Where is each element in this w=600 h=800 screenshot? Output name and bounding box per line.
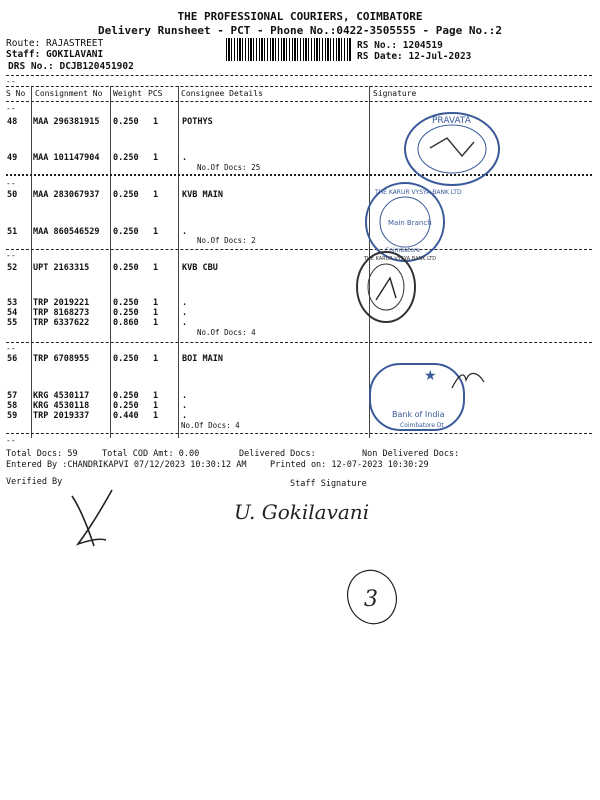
page-mark: 3	[364, 587, 378, 612]
row-pcs: 1	[153, 190, 159, 200]
row-weight: 0.250	[113, 401, 139, 411]
row-consignment: TRP 2019337	[33, 411, 90, 421]
star-icon: ★	[424, 368, 437, 384]
kvb-cbu-stamp	[354, 248, 437, 326]
staff-handwritten-signature	[228, 493, 398, 529]
divider-marker: --	[6, 77, 16, 86]
row-pcs: 1	[153, 411, 159, 421]
boi-stamp-name: Bank of India	[392, 410, 445, 419]
divider	[6, 86, 592, 87]
verifier-signature	[60, 488, 150, 558]
divider	[6, 174, 592, 176]
page-circle-mark	[345, 566, 401, 626]
row-weight: 0.250	[113, 354, 139, 364]
row-sno: 52	[7, 263, 18, 273]
kvb-main-branch-text: Main Branch	[388, 219, 432, 227]
row-weight: 0.250	[113, 190, 139, 200]
column-line	[110, 86, 111, 438]
row-consignee: KVB MAIN	[182, 190, 223, 200]
delivered-docs: Delivered Docs:	[239, 449, 316, 459]
divider	[6, 249, 592, 250]
row-consignee: .	[182, 153, 188, 163]
row-sno: 48	[7, 117, 18, 127]
row-consignee: KVB CBU	[182, 263, 218, 273]
row-sno: 57	[7, 391, 18, 401]
row-consignment: MAA 101147904	[33, 153, 100, 163]
row-weight: 0.250	[113, 153, 139, 163]
divider-marker: --	[6, 179, 16, 188]
row-sno: 51	[7, 227, 18, 237]
row-weight: 0.440	[113, 411, 139, 421]
docs-count: No.Of Docs: 4	[181, 421, 240, 430]
column-line	[31, 86, 32, 438]
row-sno: 59	[7, 411, 18, 421]
row-consignee: .	[182, 391, 188, 401]
non-delivered-docs: Non Delivered Docs:	[362, 449, 460, 459]
row-pcs: 1	[153, 263, 159, 273]
row-consignment: TRP 6337622	[33, 318, 90, 328]
col-consignment: Consignment No	[35, 89, 103, 98]
docs-count: No.Of Docs: 2	[197, 236, 256, 245]
entered-by: Entered By :CHANDRIKAPVI 07/12/2023 10:30:12 AM	[6, 460, 247, 470]
printed-on: Printed on: 12-07-2023 10:30:29	[270, 460, 429, 470]
row-consignment: MAA 296381915	[33, 117, 100, 127]
row-consignee: .	[182, 298, 188, 308]
company-title: THE PROFESSIONAL COURIERS, COIMBATORE	[177, 10, 423, 23]
row-pcs: 1	[153, 153, 159, 163]
col-pcs: PCS	[148, 89, 163, 98]
route-label: Route: RAJASTREET	[6, 38, 104, 49]
row-consignee: BOI MAIN	[182, 354, 223, 364]
row-sno: 49	[7, 153, 18, 163]
row-sno: 53	[7, 298, 18, 308]
row-weight: 0.250	[113, 391, 139, 401]
row-consignment: TRP 2019221	[33, 298, 90, 308]
row-consignee: POTHYS	[182, 117, 213, 127]
total-docs: Total Docs: 59	[6, 449, 78, 459]
row-weight: 0.250	[113, 298, 139, 308]
col-signature: Signature	[373, 89, 417, 98]
boi-stamp-city: Coimbatore Dt	[400, 422, 444, 429]
row-sno: 56	[7, 354, 18, 364]
kvb-cbu-stamp-text: THE KARUR VYSYA BANK LTD	[364, 256, 437, 262]
row-pcs: 1	[153, 401, 159, 411]
row-consignment: MAA 860546529	[33, 227, 100, 237]
staff-signature-name: U. Gokilavani	[234, 500, 370, 524]
runsheet-title: Delivery Runsheet - PCT - Phone No.:0422-3505555 - Page No.:2	[98, 24, 502, 37]
divider	[6, 433, 592, 434]
rs-number: RS No.: 1204519	[357, 40, 443, 51]
staff-label: Staff: GOKILAVANI	[6, 49, 104, 60]
row-sno: 54	[7, 308, 18, 318]
row-weight: 0.860	[113, 318, 139, 328]
docs-count: No.Of Docs: 4	[197, 328, 256, 337]
verified-by-label: Verified By	[6, 477, 63, 487]
row-consignee: .	[182, 411, 188, 421]
row-consignment: KRG 4530118	[33, 401, 90, 411]
row-pcs: 1	[153, 117, 159, 127]
boi-stamp	[366, 360, 494, 436]
staff-signature-label: Staff Signature	[290, 479, 367, 489]
row-consignee: .	[182, 318, 188, 328]
row-weight: 0.250	[113, 117, 139, 127]
barcode	[226, 38, 352, 61]
row-consignment: KRG 4530117	[33, 391, 90, 401]
column-line	[178, 86, 179, 438]
docs-count: No.Of Docs: 25	[197, 163, 261, 172]
divider	[6, 101, 592, 102]
row-pcs: 1	[153, 318, 159, 328]
divider	[6, 75, 592, 76]
drs-number: DRS No.: DCJB120451902	[8, 61, 134, 72]
pravata-stamp-text: PRAVATA	[432, 116, 471, 126]
col-weight: Weight	[113, 89, 142, 98]
row-consignment: UPT 2163315	[33, 263, 90, 273]
row-pcs: 1	[153, 308, 159, 318]
rs-date: RS Date: 12-Jul-2023	[357, 51, 472, 62]
divider-marker: --	[6, 436, 16, 445]
row-pcs: 1	[153, 354, 159, 364]
row-consignment: TRP 8168273	[33, 308, 90, 318]
col-consignee: Consignee Details	[181, 89, 263, 98]
row-consignee: .	[182, 401, 188, 411]
kvb-main-stamp-text: THE KARUR VYSYA BANK LTD	[375, 189, 462, 196]
row-pcs: 1	[153, 298, 159, 308]
row-weight: 0.250	[113, 263, 139, 273]
row-pcs: 1	[153, 391, 159, 401]
divider-marker: --	[6, 344, 16, 353]
row-consignment: MAA 283067937	[33, 190, 100, 200]
kvb-main-city-text: Coimbatore	[385, 247, 420, 254]
row-weight: 0.250	[113, 308, 139, 318]
divider-marker: --	[6, 104, 16, 113]
row-consignee: .	[182, 227, 188, 237]
row-weight: 0.250	[113, 227, 139, 237]
row-sno: 55	[7, 318, 18, 328]
row-consignment: TRP 6708955	[33, 354, 90, 364]
col-sno: S No	[6, 89, 26, 98]
divider	[6, 342, 592, 343]
pravata-stamp	[402, 108, 502, 190]
total-cod: Total COD Amt: 0.00	[102, 449, 200, 459]
row-consignee: .	[182, 308, 188, 318]
row-pcs: 1	[153, 227, 159, 237]
row-sno: 50	[7, 190, 18, 200]
row-sno: 58	[7, 401, 18, 411]
divider-marker: --	[6, 251, 16, 260]
